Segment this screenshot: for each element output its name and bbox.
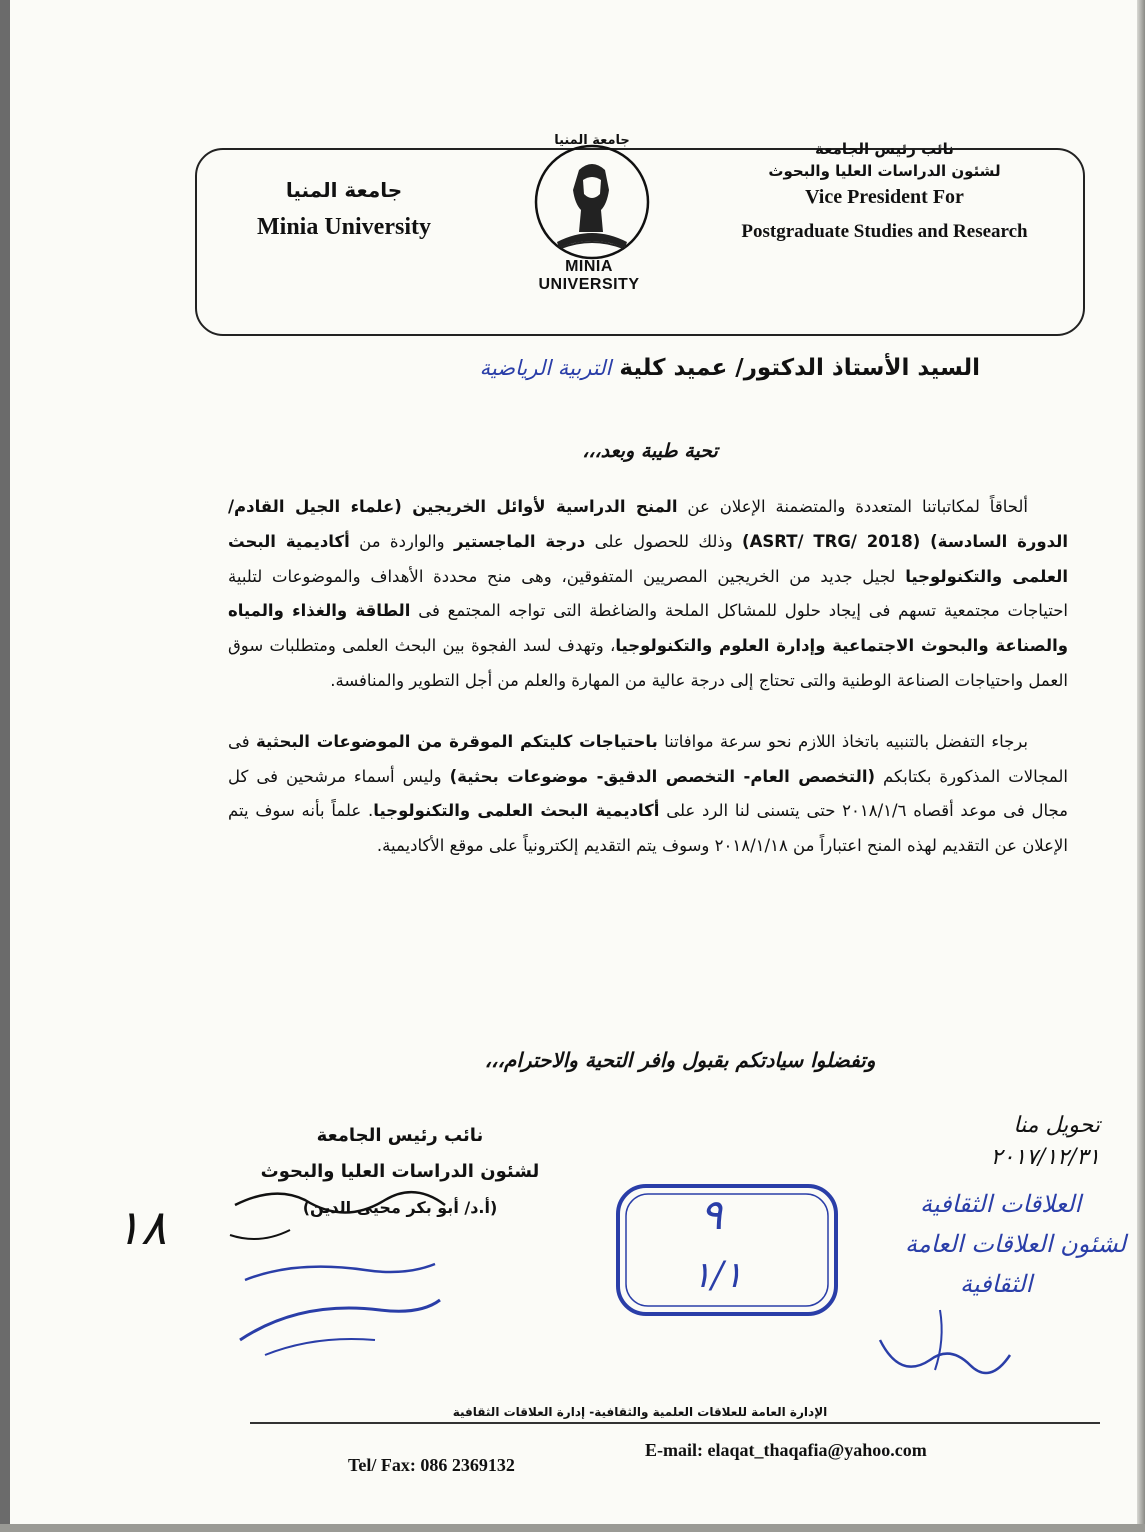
handwritten-initials	[870, 1300, 1020, 1390]
scan-edge-bottom	[0, 1524, 1145, 1532]
university-name-block	[239, 178, 449, 241]
letter-body	[228, 490, 1068, 864]
handwritten-date-note: تحويل منا ٢٠١٧/١٢/٣١	[990, 1113, 1100, 1170]
closing-line: وتفضلوا سيادتكم بقبول وافر التحية والاحترام،،،	[484, 1048, 876, 1072]
office-title-en-line2: Postgraduate Studies and Research	[741, 221, 1028, 242]
office-title-block	[692, 138, 1077, 243]
body-paragraph-1-segment: أكاديمية البحث العلمى والتكنولوجيا	[228, 531, 1069, 586]
addressee-line	[400, 355, 980, 381]
body-paragraph-2-segment: وليس أسماء مرشحين فى كل مجال فى موعد أقصاه ٢٠١٨/١/٦ حتى يتسنى لنا الرد على	[228, 766, 1068, 821]
scan-edge-left	[0, 0, 10, 1532]
logo-caption: MINIA UNIVERSITY	[538, 258, 640, 293]
logo-arc-text: جامعة المنيا	[554, 133, 630, 148]
stamp-fraction: ١/١	[692, 1255, 743, 1296]
footer-email: E-mail: elaqat_thaqafia@yahoo.com	[645, 1440, 927, 1460]
office-title-en-line1: Vice President For	[805, 186, 964, 208]
handwritten-side-note-2: لشئون العلاقات العامة	[905, 1230, 1127, 1258]
body-paragraph-2-segment: فى المجالات المذكورة بكتابكم	[228, 731, 1068, 786]
signatory-name: (أ.د/ أبو بكر محيى الدين)	[302, 1198, 498, 1217]
office-title-ar-line1: نائب رئيس الجامعة	[815, 140, 954, 158]
handwritten-side-note-3: الثقافية	[960, 1270, 1033, 1298]
signatory-title-line1: نائب رئيس الجامعة	[316, 1125, 484, 1146]
university-name-en: Minia University	[257, 214, 431, 240]
stamp-number: ٩	[700, 1190, 723, 1239]
office-title-ar-line2: لشئون الدراسات العليا والبحوث	[768, 162, 1001, 180]
body-paragraph-1-segment: الطاقة والغذاء والمياه والصناعة والبحوث الاجتماعية وإدارة العلوم والتكنولوجيا	[228, 601, 1068, 656]
margin-number: ١٨	[115, 1200, 167, 1256]
body-paragraph-2-segment: (التخصص العام- التخصص الدقيق- موضوعات بحثية)	[449, 766, 876, 786]
handwritten-side-note-1: العلاقات الثقافية	[920, 1190, 1082, 1218]
body-paragraph-2-segment: برجاء التفضل بالتنبيه باتخاذ اللازم نحو سرعة موافاتنا	[657, 731, 1028, 751]
body-paragraph-1-segment: ، وتهدف لسد الفجوة بين البحث العلمى ومتطلبات سوق العمل واحتياجات الصناعة الوطنية والتى تحتاج إلى درجة عالية من المهارة والعلم من أجل التطوير والمنافسة.	[228, 636, 1068, 690]
footer-tel-fax: Tel/ Fax: 086 2369132	[348, 1455, 515, 1475]
footer-divider	[250, 1422, 1100, 1424]
university-name-ar: جامعة المنيا	[285, 178, 403, 202]
incoming-stamp	[612, 1180, 842, 1320]
greeting: تحية طيبة وبعد،،،	[582, 440, 718, 462]
body-paragraph-1-segment: ألحاقاً لمكاتباتنا المتعددة والمتضمنة الإعلان عن	[677, 497, 1028, 516]
body-paragraph-1-segment: لجيل جديد من الخريجين المصريين المتفوقين، وهى منح محددة الأهداف والموضوعات لتلبية احتياجات مجتمعية تسهم فى إيجاد حلول للمشاكل الملحة والضاغطة التى تواجه المجتمع فى	[228, 566, 1068, 621]
body-paragraph-1	[228, 490, 1068, 699]
body-paragraph-1-segment: والواردة من	[349, 531, 454, 551]
letterhead-box	[195, 133, 1085, 336]
body-paragraph-2-segment: أكاديمية البحث العلمى والتكنولوجيا	[373, 801, 660, 821]
body-paragraph-2-segment: باحتياجات كليتكم الموقرة من الموضوعات البحثية	[255, 731, 658, 751]
body-paragraph-1-segment: وذلك للحصول على	[585, 531, 743, 551]
footer-department: الإدارة العامة للعلاقات العلمية والثقافية- إدارة العلاقات الثقافية	[380, 1405, 900, 1419]
scan-edge-right	[1137, 0, 1145, 1532]
body-paragraph-2	[228, 725, 1068, 864]
addressee-printed: السيد الأستاذ الدكتور/ عميد كلية	[619, 355, 980, 381]
body-paragraph-1-segment: المنح الدراسية لأوائل الخريجين (علماء الجيل القادم/ الدورة السادسة) (ASRT/ TRG/ 2018)	[228, 497, 1068, 551]
body-paragraph-1-segment: درجة الماجستير	[453, 531, 586, 551]
body-paragraph-2-segment: . علماً بأنه سوف يتم الإعلان عن التقديم لهذه المنح اعتباراً من ٢٠١٨/١/١٨ وسوف يتم التقديم إلكترونياً على موقع الأكاديمية.	[228, 801, 1068, 856]
addressee-handwritten-faculty: التربية الرياضية	[479, 356, 612, 380]
handwritten-signature	[205, 1165, 525, 1365]
signatory-title-line2: لشئون الدراسات العليا والبحوث	[260, 1161, 540, 1182]
